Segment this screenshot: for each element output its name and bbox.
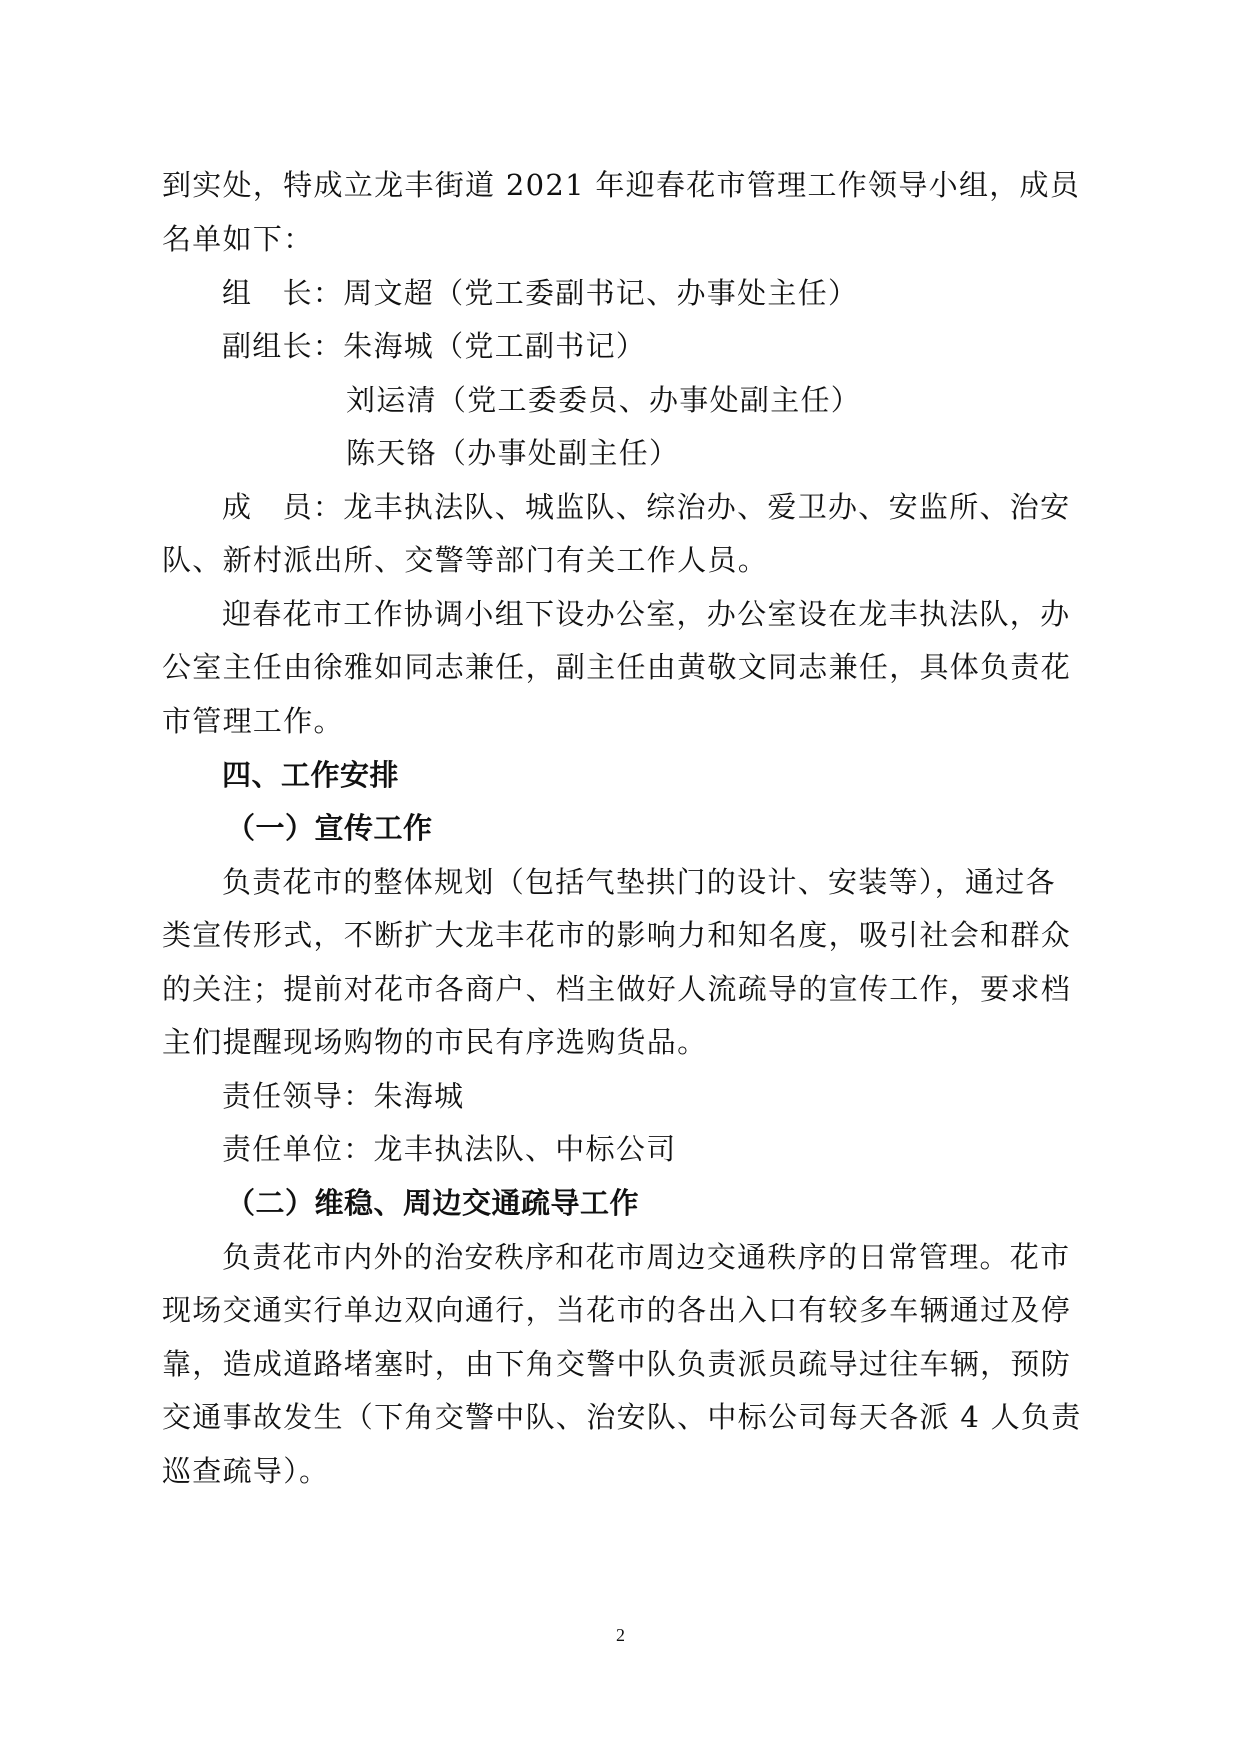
paragraph-line: 靠，造成道路堵塞时，由下角交警中队负责派员疏导过往车辆，预防 bbox=[162, 1347, 1072, 1381]
responsible-unit: 责任单位：龙丰执法队、中标公司 bbox=[222, 1132, 677, 1166]
members-line: 成 员：龙丰执法队、城监队、综治办、爱卫办、安监所、治安 bbox=[222, 490, 1071, 524]
paragraph-line: 现场交通实行单边双向通行，当花市的各出入口有较多车辆通过及停 bbox=[162, 1293, 1072, 1327]
leader-line: 组 长：周文超（党工委副书记、办事处主任） bbox=[222, 276, 859, 310]
paragraph-line: 负责花市内外的治安秩序和花市周边交通秩序的日常管理。花市 bbox=[222, 1240, 1071, 1274]
paragraph-line: 主们提醒现场购物的市民有序选购货品。 bbox=[162, 1025, 708, 1059]
paragraph-line: 迎春花市工作协调小组下设办公室，办公室设在龙丰执法队，办 bbox=[222, 597, 1071, 631]
responsible-leader: 责任领导：朱海城 bbox=[222, 1079, 465, 1113]
page-number: 2 bbox=[616, 1625, 625, 1645]
paragraph-line: 名单如下： bbox=[162, 222, 314, 256]
deputy-leader-line: 陈天铬（办事处副主任） bbox=[346, 436, 680, 470]
subsection-heading: （二）维稳、周边交通疏导工作 bbox=[226, 1186, 640, 1220]
paragraph-line: 到实处，特成立龙丰街道 2021 年迎春花市管理工作领导小组，成员 bbox=[162, 168, 1081, 202]
paragraph-line: 交通事故发生（下角交警中队、治安队、中标公司每天各派 4 人负责 bbox=[162, 1400, 1082, 1434]
paragraph-line: 市管理工作。 bbox=[162, 704, 344, 738]
paragraph-line: 负责花市的整体规划（包括气垫拱门的设计、安装等），通过各 bbox=[222, 865, 1056, 899]
paragraph-line: 公室主任由徐雅如同志兼任，副主任由黄敬文同志兼任，具体负责花 bbox=[162, 650, 1072, 684]
paragraph-line: 类宣传形式，不断扩大龙丰花市的影响力和知名度，吸引社会和群众 bbox=[162, 918, 1072, 952]
deputy-leader-line: 刘运清（党工委委员、办事处副主任） bbox=[346, 383, 862, 417]
paragraph-line: 巡查疏导）。 bbox=[162, 1454, 330, 1488]
subsection-heading: （一）宣传工作 bbox=[226, 811, 433, 845]
paragraph-line: 的关注；提前对花市各商户、档主做好人流疏导的宣传工作，要求档 bbox=[162, 972, 1072, 1006]
section-heading: 四、工作安排 bbox=[222, 758, 400, 792]
paragraph-line: 队、新村派出所、交警等部门有关工作人员。 bbox=[162, 543, 769, 577]
deputy-leader-line: 副组长：朱海城（党工副书记） bbox=[222, 329, 647, 363]
